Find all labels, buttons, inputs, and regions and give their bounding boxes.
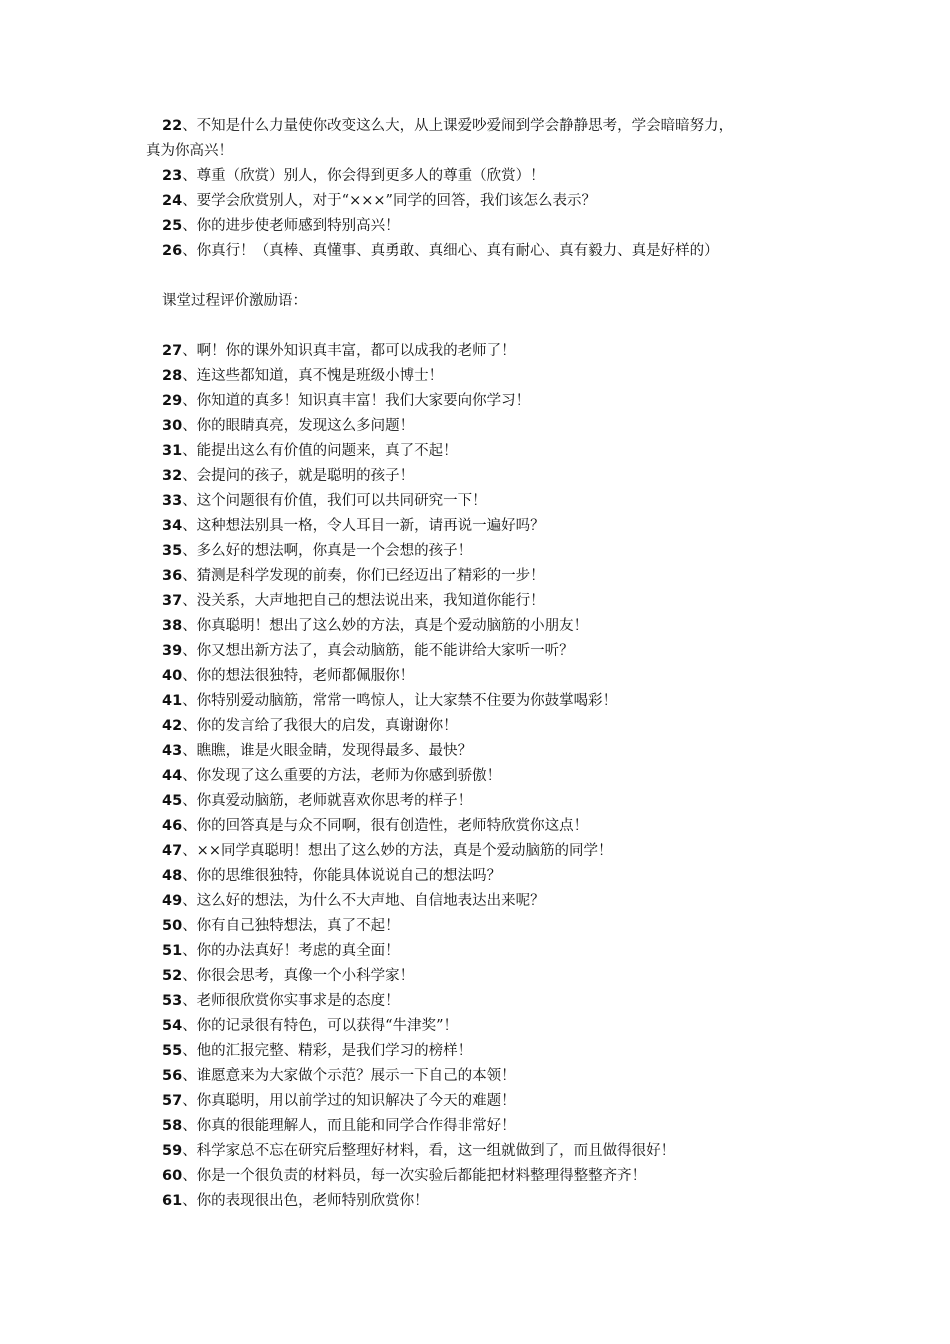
list-item (146, 1139, 818, 1164)
item-number: 31 (162, 443, 183, 459)
item-text: 、连这些都知道，真不愧是班级小博士！ (182, 368, 444, 384)
item-text: 、这么好的想法，为什么不大声地、自信地表达出来呢？ (182, 893, 545, 909)
item-number: 29 (162, 393, 183, 409)
list-item (146, 1089, 818, 1114)
item-number: 23 (162, 168, 183, 184)
item-number: 45 (162, 793, 183, 809)
item-text: 、你特别爱动脑筋，常常一鸣惊人，让大家禁不住要为你鼓掌喝彩！ (182, 693, 618, 709)
item-text: 、谁愿意来为大家做个示范？展示一下自己的本领！ (182, 1068, 516, 1084)
praise-list-1 (146, 114, 818, 264)
item-number: 43 (162, 743, 183, 759)
item-text: 、科学家总不忘在研究后整理好材料，看，这一组就做到了，而且做得很好！ (182, 1143, 676, 1159)
item-number: 26 (162, 243, 183, 259)
item-number: 53 (162, 993, 183, 1009)
item-text: 、这种想法别具一格，令人耳目一新，请再说一遍好吗？ (182, 518, 545, 534)
item-text: 、你的思维很独特，你能具体说说自己的想法吗？ (182, 868, 502, 884)
item-number: 42 (162, 718, 183, 734)
list-item (146, 789, 818, 814)
item-number: 33 (162, 493, 183, 509)
list-item (146, 439, 818, 464)
list-item (146, 164, 818, 189)
item-number: 54 (162, 1018, 183, 1034)
item-number: 61 (162, 1193, 183, 1209)
item-number: 49 (162, 893, 183, 909)
list-item (146, 339, 818, 364)
list-item (146, 389, 818, 414)
list-item (146, 664, 818, 689)
list-item (146, 689, 818, 714)
item-number: 39 (162, 643, 183, 659)
list-item (146, 239, 818, 264)
item-text: 、会提问的孩子，就是聪明的孩子！ (182, 468, 415, 484)
item-text: 、没关系，大声地把自己的想法说出来，我知道你能行！ (182, 593, 545, 609)
item-text: 、多么好的想法啊，你真是一个会想的孩子！ (182, 543, 473, 559)
item-number: 40 (162, 668, 183, 684)
list-item (146, 939, 818, 964)
list-item (146, 864, 818, 889)
list-item (146, 1189, 818, 1214)
item-number: 36 (162, 568, 183, 584)
list-item (146, 639, 818, 664)
item-text: 、尊重（欣赏）别人，你会得到更多人的尊重（欣赏）！ (182, 168, 545, 184)
item-text: 、你发现了这么重要的方法，老师为你感到骄傲！ (182, 768, 502, 784)
list-item (146, 114, 818, 139)
list-item (146, 514, 818, 539)
item-text: 、你真行！（真棒、真懂事、真勇敢、真细心、真有耐心、真有毅力、真是好样的） (182, 243, 719, 259)
item-text: 、这个问题很有价值，我们可以共同研究一下！ (182, 493, 487, 509)
item-text: 、不知是什么力量使你改变这么大，从上课爱吵爱闹到学会静静思考，学会暗暗努力， (182, 118, 734, 134)
list-item (146, 1164, 818, 1189)
list-item (146, 214, 818, 239)
list-item (146, 914, 818, 939)
list-item (146, 189, 818, 214)
item-number: 22 (162, 118, 183, 134)
item-text: 、你真聪明，用以前学过的知识解决了今天的难题！ (182, 1093, 516, 1109)
list-item (146, 1014, 818, 1039)
item-number: 55 (162, 1043, 183, 1059)
item-number: 57 (162, 1093, 183, 1109)
list-item (146, 414, 818, 439)
list-item (146, 1114, 818, 1139)
item-text: 、你的眼睛真亮，发现这么多问题！ (182, 418, 415, 434)
item-text: 、你的表现很出色，老师特别欣赏你！ (182, 1193, 429, 1209)
item-number: 51 (162, 943, 183, 959)
item-text: 、要学会欣赏别人，对于“×××”同学的回答，我们该怎么表示？ (182, 193, 596, 209)
list-item (146, 714, 818, 739)
item-text: 、你又想出新方法了，真会动脑筋，能不能讲给大家听一听？ (182, 643, 574, 659)
list-item (146, 839, 818, 864)
item-text: 、瞧瞧，谁是火眼金睛，发现得最多、最快？ (182, 743, 473, 759)
item-text: 、你知道的真多！知识真丰富！我们大家要向你学习！ (182, 393, 531, 409)
list-item (146, 614, 818, 639)
item-number: 37 (162, 593, 183, 609)
item-number: 46 (162, 818, 183, 834)
item-number: 52 (162, 968, 183, 984)
item-number: 27 (162, 343, 183, 359)
item-text: 、××同学真聪明！想出了这么妙的方法，真是个爱动脑筋的同学！ (182, 843, 613, 859)
list-item (146, 564, 818, 589)
item-text: 、你的想法很独特，老师都佩服你！ (182, 668, 415, 684)
item-text: 、你的办法真好！考虑的真全面！ (182, 943, 400, 959)
item-text: 、你很会思考，真像一个小科学家！ (182, 968, 415, 984)
item-number: 58 (162, 1118, 183, 1134)
item-text: 、老师很欣赏你实事求是的态度！ (182, 993, 400, 1009)
item-number: 38 (162, 618, 183, 634)
item-text-continuation: 真为你高兴！ (146, 143, 233, 159)
item-number: 44 (162, 768, 183, 784)
item-text: 、你真爱动脑筋，老师就喜欢你思考的样子！ (182, 793, 473, 809)
item-number: 25 (162, 218, 183, 234)
item-text: 、你真聪明！想出了这么妙的方法，真是个爱动脑筋的小朋友！ (182, 618, 589, 634)
item-text: 、你有自己独特想法，真了不起！ (182, 918, 400, 934)
list-item (146, 814, 818, 839)
list-item (146, 539, 818, 564)
item-text: 、他的汇报完整、精彩，是我们学习的榜样！ (182, 1043, 473, 1059)
item-number: 59 (162, 1143, 183, 1159)
item-number: 50 (162, 918, 183, 934)
list-item (146, 489, 818, 514)
item-number: 47 (162, 843, 183, 859)
list-item (146, 464, 818, 489)
item-text: 、你的进步使老师感到特别高兴！ (182, 218, 400, 234)
item-text: 、你是一个很负责的材料员，每一次实验后都能把材料整理得整整齐齐！ (182, 1168, 647, 1184)
item-number: 34 (162, 518, 183, 534)
item-number: 32 (162, 468, 183, 484)
list-item (146, 964, 818, 989)
section-heading: 课堂过程评价激励语： (162, 293, 307, 309)
item-text: 、你真的很能理解人，而且能和同学合作得非常好！ (182, 1118, 516, 1134)
list-item (146, 1064, 818, 1089)
list-item (146, 589, 818, 614)
item-number: 24 (162, 193, 183, 209)
list-item (146, 764, 818, 789)
item-text: 、能提出这么有价值的问题来，真了不起！ (182, 443, 458, 459)
item-number: 60 (162, 1168, 183, 1184)
praise-list-2 (146, 339, 818, 1214)
item-number: 41 (162, 693, 183, 709)
list-item (146, 364, 818, 389)
item-text: 、你的记录很有特色，可以获得“牛津奖”！ (182, 1018, 459, 1034)
item-text: 、啊！你的课外知识真丰富，都可以成我的老师了！ (182, 343, 516, 359)
item-text: 、你的回答真是与众不同啊，很有创造性，老师特欣赏你这点！ (182, 818, 589, 834)
item-number: 30 (162, 418, 183, 434)
item-text: 、你的发言给了我很大的启发，真谢谢你！ (182, 718, 458, 734)
item-number: 56 (162, 1068, 183, 1084)
list-item (146, 889, 818, 914)
item-number: 48 (162, 868, 183, 884)
list-item (146, 989, 818, 1014)
list-item (146, 1039, 818, 1064)
item-number: 35 (162, 543, 183, 559)
list-item (146, 739, 818, 764)
item-text: 、猜测是科学发现的前奏，你们已经迈出了精彩的一步！ (182, 568, 545, 584)
item-number: 28 (162, 368, 183, 384)
